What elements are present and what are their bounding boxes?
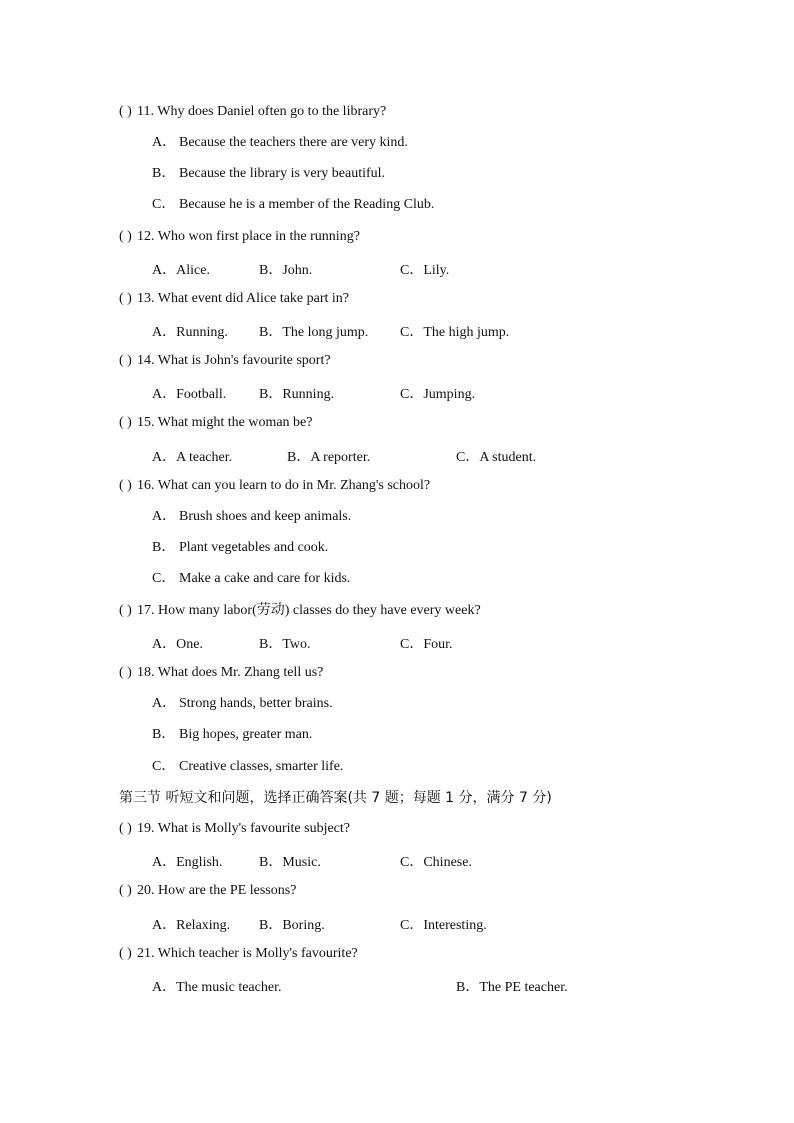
- option-text: Alice.: [176, 263, 210, 278]
- option-label: C．: [400, 325, 424, 340]
- option-label: A．: [152, 325, 177, 340]
- answer-blank: ( ): [119, 883, 132, 898]
- option-label: A．: [152, 637, 177, 652]
- option-text: John.: [282, 263, 313, 278]
- option-label: B．: [287, 450, 311, 465]
- option-18-c: [152, 758, 343, 776]
- option-17-b: [259, 633, 311, 653]
- option-label: B．: [152, 540, 176, 555]
- option-label: B．: [152, 727, 176, 742]
- answer-blank: ( ): [119, 353, 132, 368]
- option-20-a: [152, 914, 230, 934]
- option-text: A reporter.: [310, 450, 371, 465]
- option-text: Four.: [423, 637, 453, 652]
- option-14-c: [400, 383, 475, 403]
- answer-blank: ( ): [119, 415, 132, 430]
- option-text: Two.: [282, 637, 311, 652]
- option-12-b: [259, 259, 312, 279]
- question-20: [119, 882, 296, 900]
- option-text: Jumping.: [423, 387, 476, 402]
- question-14: [119, 352, 331, 370]
- question-16: [119, 477, 430, 495]
- option-12-a: [152, 259, 210, 279]
- question-text: 13. What event did Alice take part in?: [137, 291, 350, 306]
- option-text: The PE teacher.: [479, 980, 568, 995]
- option-text: The long jump.: [282, 325, 369, 340]
- option-13-b: [259, 321, 368, 341]
- answer-blank: ( ): [119, 229, 132, 244]
- option-11-c: [152, 196, 434, 214]
- question-text: 16. What can you learn to do in Mr. Zhang's school?: [137, 478, 431, 493]
- option-text: Strong hands, better brains.: [179, 696, 333, 711]
- option-17-c: [400, 633, 453, 653]
- option-text: One.: [176, 637, 203, 652]
- question-11: [119, 103, 386, 121]
- question-13: [119, 290, 349, 308]
- option-label: C．: [456, 450, 480, 465]
- option-label: B．: [259, 855, 283, 870]
- answer-blank: ( ): [119, 946, 132, 961]
- option-label: C．: [400, 637, 424, 652]
- option-15-b: [287, 446, 370, 466]
- option-label: C．: [400, 387, 424, 402]
- question-19: [119, 820, 350, 838]
- option-text: Brush shoes and keep animals.: [179, 509, 352, 524]
- option-12-c: [400, 259, 449, 279]
- option-19-a: [152, 851, 222, 871]
- question-text: 19. What is Molly's favourite subject?: [137, 821, 351, 836]
- question-21: [119, 945, 358, 963]
- option-label: B．: [259, 325, 283, 340]
- answer-blank: ( ): [119, 821, 132, 836]
- option-14-b: [259, 383, 334, 403]
- option-label: A．: [152, 980, 177, 995]
- option-text: Chinese.: [423, 855, 472, 870]
- option-21-b: [456, 976, 568, 996]
- answer-blank: ( ): [119, 291, 132, 306]
- option-15-c: [456, 446, 536, 466]
- option-15-a: [152, 446, 232, 466]
- question-text: 21. Which teacher is Molly's favourite?: [137, 946, 358, 961]
- option-11-b: [152, 165, 385, 183]
- option-label: A．: [152, 918, 177, 933]
- option-21-a: [152, 976, 281, 996]
- option-text: Running.: [282, 387, 335, 402]
- option-19-b: [259, 851, 321, 871]
- option-text: Because he is a member of the Reading Club.: [179, 197, 435, 212]
- question-text: 14. What is John's favourite sport?: [137, 353, 331, 368]
- option-13-c: [400, 321, 509, 341]
- option-label: A．: [152, 263, 177, 278]
- option-label: A．: [152, 135, 177, 150]
- option-label: B．: [152, 166, 176, 181]
- answer-blank: ( ): [119, 603, 132, 618]
- option-18-b: [152, 726, 312, 744]
- option-label: C．: [400, 263, 424, 278]
- option-text: Football.: [176, 387, 227, 402]
- option-text: English.: [176, 855, 223, 870]
- option-label: C．: [152, 197, 176, 212]
- question-17: [119, 602, 481, 620]
- question-text: 20. How are the PE lessons?: [137, 883, 297, 898]
- option-label: A．: [152, 509, 177, 524]
- option-text: Because the teachers there are very kind.: [179, 135, 408, 150]
- option-text: Lily.: [423, 263, 450, 278]
- option-14-a: [152, 383, 226, 403]
- option-text: A student.: [479, 450, 537, 465]
- option-16-a: [152, 508, 351, 526]
- option-text: A teacher.: [176, 450, 233, 465]
- question-text: 18. What does Mr. Zhang tell us?: [137, 665, 324, 680]
- option-16-c: [152, 570, 350, 588]
- option-text: Creative classes, smarter life.: [179, 759, 344, 774]
- question-text: 17. How many labor(劳动) classes do they have every week?: [137, 603, 481, 618]
- option-16-b: [152, 539, 328, 557]
- option-text: The music teacher.: [176, 980, 282, 995]
- option-label: C．: [152, 759, 176, 774]
- option-label: A．: [152, 855, 177, 870]
- option-label: B．: [259, 263, 283, 278]
- option-text: Interesting.: [423, 918, 487, 933]
- option-text: Boring.: [282, 918, 325, 933]
- option-11-a: [152, 134, 408, 152]
- option-label: B．: [259, 918, 283, 933]
- option-label: C．: [400, 855, 424, 870]
- answer-blank: ( ): [119, 104, 132, 119]
- option-17-a: [152, 633, 203, 653]
- option-19-c: [400, 851, 472, 871]
- option-label: A．: [152, 450, 177, 465]
- question-18: [119, 664, 323, 682]
- option-text: Plant vegetables and cook.: [179, 540, 329, 555]
- answer-blank: ( ): [119, 665, 132, 680]
- option-20-c: [400, 914, 487, 934]
- option-text: Music.: [282, 855, 321, 870]
- question-text: 15. What might the woman be?: [137, 415, 313, 430]
- question-12: [119, 228, 360, 246]
- option-label: B．: [456, 980, 480, 995]
- option-13-a: [152, 321, 228, 341]
- option-label: B．: [259, 387, 283, 402]
- option-label: B．: [259, 637, 283, 652]
- question-15: [119, 414, 312, 432]
- option-text: Running.: [176, 325, 228, 340]
- option-label: A．: [152, 696, 177, 711]
- option-text: Big hopes, greater man.: [179, 727, 313, 742]
- option-label: C．: [152, 571, 176, 586]
- option-18-a: [152, 695, 333, 713]
- option-20-b: [259, 914, 325, 934]
- option-text: The high jump.: [423, 325, 510, 340]
- question-text: 12. Who won first place in the running?: [137, 229, 360, 244]
- answer-blank: ( ): [119, 478, 132, 493]
- question-text: 11. Why does Daniel often go to the library?: [137, 104, 387, 119]
- option-text: Because the library is very beautiful.: [179, 166, 386, 181]
- option-text: Make a cake and care for kids.: [179, 571, 351, 586]
- option-label: C．: [400, 918, 424, 933]
- option-label: A．: [152, 387, 177, 402]
- section-3-heading: 第三节 听短文和问题，选择正确答案(共 7 题；每题 1 分，满分 7 分): [119, 790, 552, 806]
- option-text: Relaxing.: [176, 918, 231, 933]
